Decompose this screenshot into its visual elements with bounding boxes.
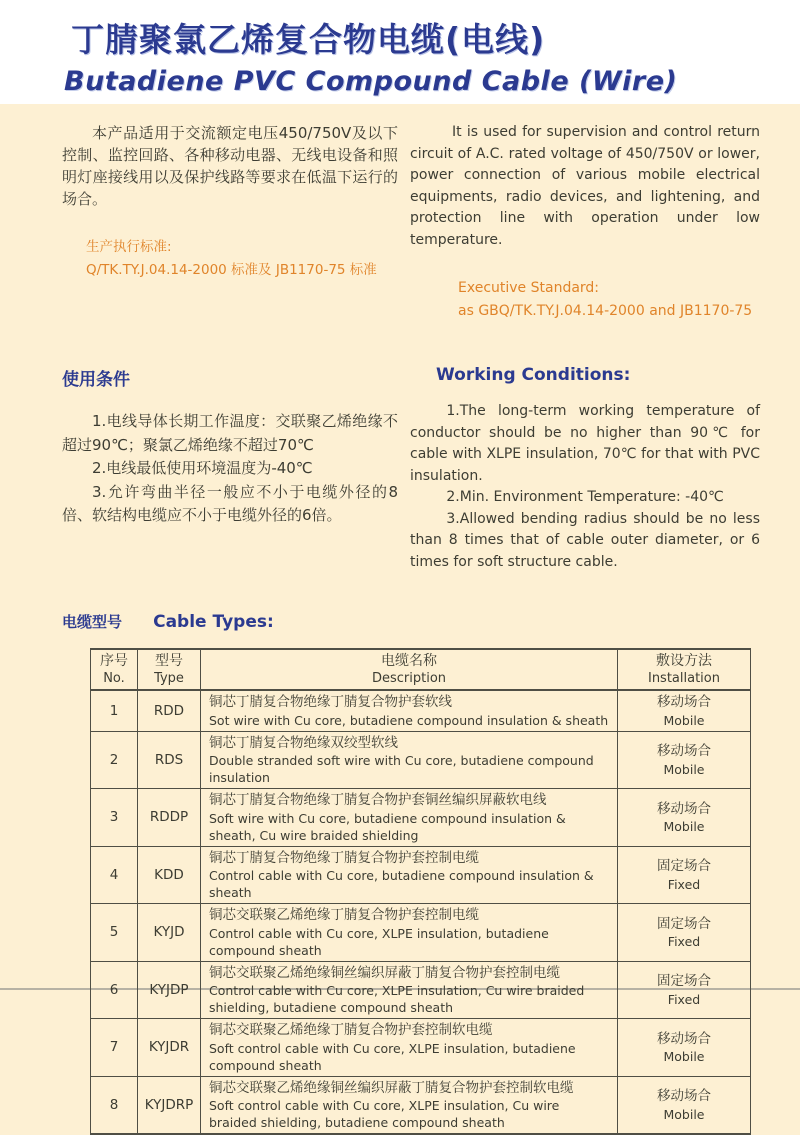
conditions-heading-en: Working Conditions: <box>436 365 631 385</box>
cell-description <box>201 789 618 847</box>
column-header-en: Description <box>371 671 447 686</box>
column-header-zh: 型号 <box>155 653 183 669</box>
cell-description <box>201 731 618 789</box>
description-en: Control cable with Cu core, XLPE insulation, butadiene compound sheath <box>209 925 549 958</box>
table-header-row <box>91 649 751 690</box>
condition-item-zh: 1.电线导体长期工作温度：交联聚乙烯绝缘不超过90℃；聚氯乙烯绝缘不超过70℃ <box>62 412 398 454</box>
cell-no: 1 <box>91 690 138 731</box>
installation-zh: 移动场合 <box>657 694 711 710</box>
intro-section <box>62 122 760 323</box>
conditions-list-zh <box>62 410 398 528</box>
cell-installation <box>618 731 751 789</box>
intro-column-en <box>410 122 760 323</box>
cell-description <box>201 846 618 904</box>
installation-en: Fixed <box>667 876 701 892</box>
column-header-zh: 电缆名称 <box>381 653 437 669</box>
column-header-zh: 序号 <box>100 653 128 669</box>
table-row <box>91 789 751 847</box>
installation-en: Fixed <box>667 934 701 949</box>
description-zh: 铜芯交联聚乙烯绝缘丁腈复合物护套控制电缆 <box>209 907 479 923</box>
column-header-zh: 敷设方法 <box>656 653 712 669</box>
description-zh: 铜芯交联聚乙烯绝缘丁腈复合物护套控制软电缆 <box>209 1022 493 1038</box>
condition-item-zh: 2.电线最低使用环境温度为-40℃ <box>92 459 313 477</box>
cell-type: RDS <box>138 731 201 789</box>
cell-type: KYJDR <box>138 1019 201 1077</box>
conditions-column-zh <box>62 365 398 573</box>
description-zh: 铜芯丁腈复合物绝缘双绞型软线 <box>209 734 398 751</box>
column-header <box>91 649 138 690</box>
page-content <box>0 122 800 1135</box>
table-row <box>91 690 751 731</box>
cable-types-table <box>90 648 751 1135</box>
column-header <box>201 649 618 690</box>
cell-type: RDD <box>138 690 201 731</box>
cell-no: 8 <box>91 1076 138 1134</box>
description-en: Sot wire with Cu core, butadiene compound insulation & sheath <box>209 712 609 728</box>
cell-installation <box>618 690 751 731</box>
cell-type: KYJDRP <box>138 1076 201 1134</box>
installation-zh: 移动场合 <box>657 743 711 759</box>
cell-type: RDDP <box>138 789 201 847</box>
description-en: Control cable with Cu core, XLPE insulation, Cu wire braided shielding, butadiene compound sheath <box>209 983 585 1015</box>
cell-no: 7 <box>91 1019 138 1077</box>
cell-type: KYJD <box>138 904 201 962</box>
cable-types-heading-zh: 电缆型号 <box>62 613 123 631</box>
description-en: Control cable with Cu core, butadiene compound insulation & sheath <box>209 868 594 900</box>
cell-description <box>201 690 618 731</box>
conditions-column-en <box>410 365 760 573</box>
description-en: Soft control cable with Cu core, XLPE insulation, Cu wire braided shielding, butadiene compound sheath <box>209 1098 560 1130</box>
condition-item-zh: 3.允许弯曲半径一般应不小于电缆外径的8倍、软结构电缆应不小于电缆外径的6倍。 <box>62 482 398 524</box>
description-en: Soft wire with Cu core, butadiene compound insulation & sheath, Cu wire braided shielding <box>209 810 566 843</box>
installation-zh: 移动场合 <box>657 1030 711 1047</box>
standard-block-en <box>458 277 760 323</box>
cell-description <box>201 1019 618 1077</box>
installation-en: Mobile <box>663 1049 705 1064</box>
cell-description <box>201 904 618 962</box>
description-zh: 铜芯丁腈复合物绝缘丁腈复合物护套铜丝编织屏蔽软电线 <box>209 792 547 808</box>
cell-installation <box>618 1076 751 1134</box>
intro-paragraph-en: It is used for supervision and control return circuit of A.C. rated voltage of 450/750V or lower, power connection of various mobile electrical equipments, radio devices, and lightening, and protection line with operation under low temperature. <box>410 124 760 248</box>
installation-zh: 固定场合 <box>657 858 711 874</box>
description-zh: 铜芯丁腈复合物绝缘丁腈复合物护套控制电缆 <box>209 849 479 866</box>
cell-installation <box>618 904 751 962</box>
installation-zh: 移动场合 <box>657 1088 711 1104</box>
cable-types-heading <box>62 611 760 632</box>
intro-paragraph-zh: 本产品适用于交流额定电压450/750V及以下控制、监控回路、各种移动电器、无线电设备和照明灯座接线用以及保护线路等要求在低温下运行的场合。 <box>62 124 398 208</box>
standard-label-en: Executive Standard: <box>458 280 600 296</box>
cell-no: 6 <box>91 961 138 1019</box>
page-header <box>0 0 800 104</box>
installation-en: Mobile <box>663 819 705 834</box>
cell-no: 5 <box>91 904 138 962</box>
table-row <box>91 1076 751 1134</box>
description-zh: 铜芯交联聚乙烯绝缘铜丝编织屏蔽丁腈复合物护套控制电缆 <box>209 964 560 981</box>
table-row <box>91 1019 751 1077</box>
table-row <box>91 731 751 789</box>
description-en: Double stranded soft wire with Cu core, butadiene compound insulation <box>209 753 594 785</box>
installation-en: Fixed <box>667 991 701 1007</box>
cell-type: KYJDP <box>138 961 201 1019</box>
description-en: Soft control cable with Cu core, XLPE insulation, butadiene compound sheath <box>209 1040 576 1073</box>
condition-item-en: 1.The long-term working temperature of conductor should be no higher than 90℃ for cable with XLPE insulation, 70℃ for that with PVC insulation. <box>410 403 760 484</box>
cable-types-heading-en: Cable Types: <box>153 612 274 632</box>
installation-en: Mobile <box>663 712 705 728</box>
cell-no: 4 <box>91 846 138 904</box>
cell-installation <box>618 789 751 847</box>
page-title-en: Butadiene PVC Compound Cable (Wire) <box>64 66 678 97</box>
standard-value-en: as GBQ/TK.TY.J.04.14-2000 and JB1170-75 <box>458 303 753 319</box>
cell-no: 2 <box>91 731 138 789</box>
column-header-en: No. <box>103 671 125 686</box>
standard-value-zh: Q/TK.TY.J.04.14-2000 标准及 JB1170-75 标准 <box>86 262 377 278</box>
installation-zh: 移动场合 <box>657 800 711 817</box>
installation-zh: 固定场合 <box>657 973 711 989</box>
cell-type: KDD <box>138 846 201 904</box>
intro-column-zh <box>62 122 398 323</box>
table-row <box>91 846 751 904</box>
column-header-en: Type <box>154 671 184 686</box>
conditions-section <box>62 365 760 573</box>
installation-zh: 固定场合 <box>657 915 711 932</box>
cell-installation <box>618 1019 751 1077</box>
column-header <box>618 649 751 690</box>
cell-installation <box>618 846 751 904</box>
page-title-zh: 丁腈聚氯乙烯复合物电缆(电线) <box>71 20 546 59</box>
column-header <box>138 649 201 690</box>
conditions-heading-zh: 使用条件 <box>62 370 130 390</box>
condition-item-en: 3.Allowed bending radius should be no less than 8 times that of cable outer diameter, or 6 times for soft structure cable. <box>410 510 760 570</box>
conditions-list-en <box>410 401 760 573</box>
column-header-en: Installation <box>647 671 720 686</box>
cell-no: 3 <box>91 789 138 847</box>
description-zh: 铜芯交联聚乙烯绝缘铜丝编织屏蔽丁腈复合物护套控制软电缆 <box>209 1079 574 1096</box>
condition-item-en: 2.Min. Environment Temperature: -40℃ <box>446 489 724 505</box>
cell-description <box>201 1076 618 1134</box>
installation-en: Mobile <box>663 1106 705 1122</box>
table-row <box>91 904 751 962</box>
description-zh: 铜芯丁腈复合物绝缘丁腈复合物护套软线 <box>209 694 452 710</box>
standard-block-zh <box>86 236 398 282</box>
standard-label-zh: 生产执行标准: <box>86 239 172 255</box>
installation-en: Mobile <box>663 761 705 777</box>
